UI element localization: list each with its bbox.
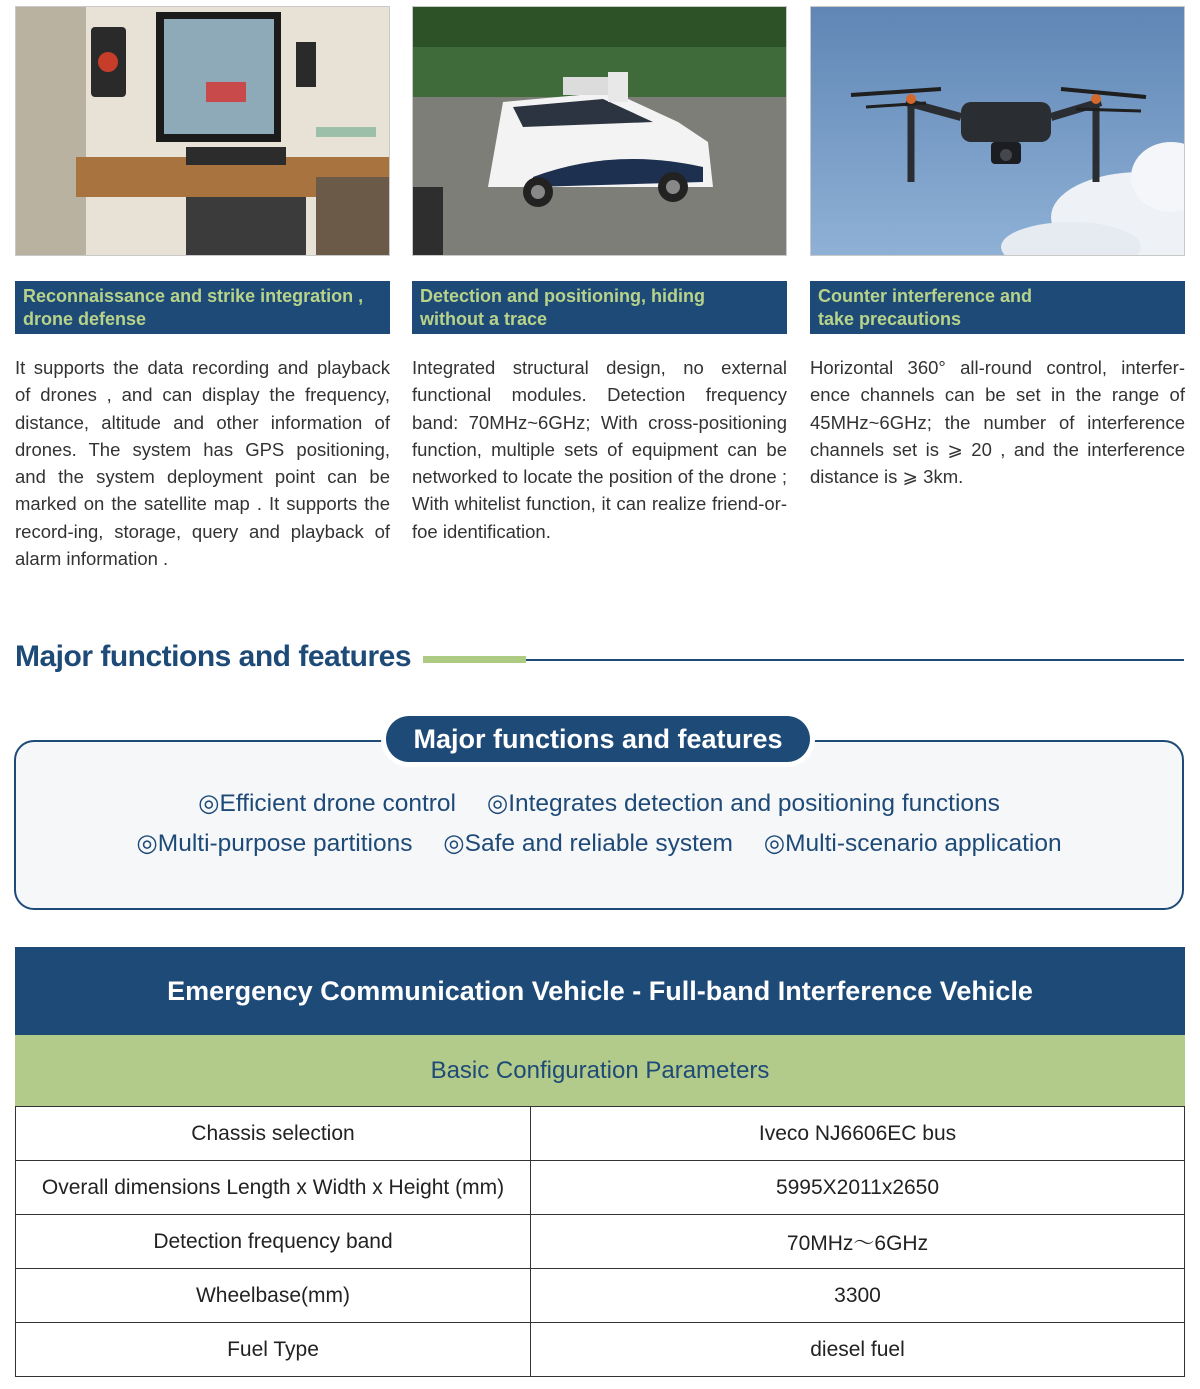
table-row: [16, 1269, 1185, 1323]
white-van-photo: [412, 6, 787, 256]
control-room-photo: [15, 6, 390, 256]
table-row: [16, 1323, 1185, 1377]
heading-accent-divider: [423, 656, 526, 663]
caption-line-2: without a trace: [420, 309, 548, 329]
features-panel: [14, 740, 1184, 910]
features-row-1: [14, 788, 1184, 818]
spec-key: Wheelbase(mm): [16, 1269, 531, 1323]
card-caption: [15, 281, 390, 334]
caption-line-2: take precautions: [818, 309, 962, 329]
spec-key: Detection frequency band: [16, 1215, 531, 1269]
feature-item: ◎Multi-scenario application: [763, 830, 1062, 857]
spec-table: [15, 1106, 1185, 1377]
feature-card-detection: [412, 6, 787, 545]
drone-in-sky-photo: [810, 6, 1185, 256]
feature-item: ◎Efficient drone control: [198, 790, 456, 817]
card-body-text: Integrated structural design, no external functional modules. Detection frequency band: 70MHz~6GHz; With cross-positioning function, multiple sets of equipment can be networked to locate the position of the drone ; With whitelist function, it can realize friend-or-foe identification.: [412, 357, 787, 542]
feature-item: ◎Multi-purpose partitions: [136, 830, 413, 857]
table-row: [16, 1215, 1185, 1269]
heading-divider-line: [526, 659, 1184, 661]
card-body-text: It supports the data recording and playback of drones , and can display the frequency, distance, altitude and other information of drones. The system has GPS positioning, and the system deployment point can be marked on the satellite map . It supports the record-ing, storage, query and playback of alarm information .: [15, 357, 390, 570]
spec-key: Overall dimensions Length x Width x Height (mm): [16, 1161, 531, 1215]
features-row-2: [14, 828, 1184, 858]
spec-table-subtitle: Basic Configuration Parameters: [15, 1035, 1185, 1107]
caption-line-2: drone defense: [23, 309, 147, 329]
caption-line-1: Reconnaissance and strike integration ,: [23, 286, 364, 306]
features-panel-title: Major functions and features: [386, 716, 810, 762]
section-title: Major functions and features: [15, 640, 412, 673]
table-row: [16, 1161, 1185, 1215]
feature-item: ◎Integrates detection and positioning functions: [486, 790, 1000, 817]
spec-key: Fuel Type: [16, 1323, 531, 1377]
spec-value: 5995X2011x2650: [531, 1161, 1185, 1215]
spec-value: 3300: [531, 1269, 1185, 1323]
card-caption: [412, 281, 787, 334]
card-caption: [810, 281, 1185, 334]
spec-key: Chassis selection: [16, 1107, 531, 1161]
table-row: [16, 1107, 1185, 1161]
spec-value: Iveco NJ6606EC bus: [531, 1107, 1185, 1161]
spec-value: diesel fuel: [531, 1323, 1185, 1377]
feature-item: ◎Safe and reliable system: [443, 830, 733, 857]
caption-line-1: Detection and positioning, hiding: [420, 286, 705, 306]
feature-card-reconnaissance: [15, 6, 390, 572]
caption-line-1: Counter interference and: [818, 286, 1033, 306]
feature-card-interference: [810, 6, 1185, 490]
spec-value: 70MHz～6GHz: [531, 1215, 1185, 1269]
spec-table-title: Emergency Communication Vehicle - Full-band Interference Vehicle: [15, 947, 1185, 1035]
card-body-text: Horizontal 360° all-round control, interfer-ence channels can be set in the range of 45MHz~6GHz; the number of interference channels set is ⩾ 20 , and the interference distance is ⩾ 3km.: [810, 357, 1185, 488]
